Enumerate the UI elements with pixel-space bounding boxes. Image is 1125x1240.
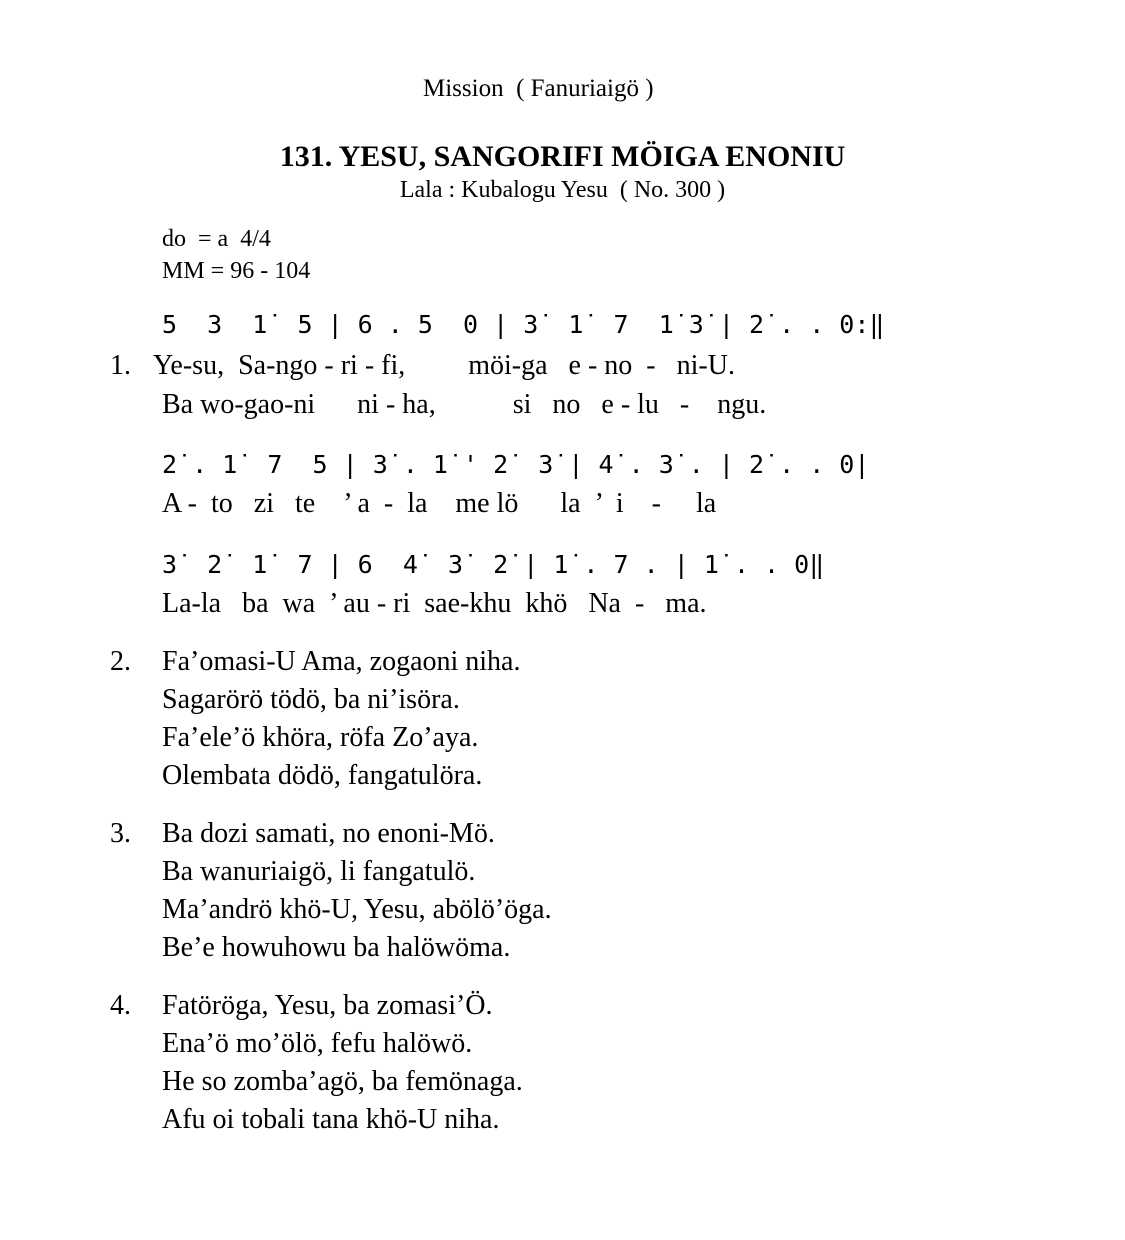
stanza-number-3: 3. [110, 818, 131, 849]
notation-line-2: 2̇ . 1̇ 7 5 | 3̇ . 1̇ ' 2̇ 3̇ | 4̇ . 3̇ . | 2̇ . . 0| [162, 450, 870, 479]
lyric-line-4: La-la ba wa ’ au - ri sae-khu khö Na - ma. [162, 588, 707, 619]
notation-line-1: 5 3 1̇ 5 | 6 . 5 0 | 3̇ 1̇ 7 1̇ 3̇ | 2̇ . . 0:‖ [162, 310, 885, 339]
tempo-marking: MM = 96 - 104 [162, 258, 311, 284]
lyric-line-1: Ye-su, Sa-ngo - ri - fi, möi-ga e - no - ni-U. [153, 350, 735, 381]
stanza-number-2: 2. [110, 646, 131, 677]
stanza-3-line-3: Ma’andrö khö-U, Yesu, abölö’öga. [162, 894, 552, 925]
tune-reference: Lala : Kubalogu Yesu ( No. 300 ) [399, 177, 726, 203]
notation-line-3: 3̇ 2̇ 1̇ 7 | 6 4̇ 3̇ 2̇ | 1̇ . 7 . | 1̇ . . 0‖ [162, 550, 825, 579]
stanza-2-line-3: Fa’ele’ö khöra, röfa Zo’aya. [162, 722, 479, 753]
hymn-title: 131. YESU, SANGORIFI MÖIGA ENONIU [279, 140, 846, 173]
stanza-number-4: 4. [110, 990, 131, 1021]
stanza-3-line-4: Be’e howuhowu ba halöwöma. [162, 932, 511, 963]
key-signature: do = a 4/4 [162, 226, 271, 252]
stanza-3-line-1: Ba dozi samati, no enoni-Mö. [162, 818, 495, 849]
stanza-4-line-1: Fatöröga, Yesu, ba zomasi’Ö. [162, 990, 493, 1021]
stanza-4-line-4: Afu oi tobali tana khö-U niha. [162, 1104, 500, 1135]
stanza-2-line-4: Olembata dödö, fangatulöra. [162, 760, 483, 791]
lyric-line-3: A - to zi te ’ a - la me lö la ’ i - la [162, 488, 717, 519]
lyric-line-2: Ba wo-gao-ni ni - ha, si no e - lu - ngu. [162, 389, 767, 420]
verse-number-1: 1. [110, 350, 131, 381]
stanza-2-line-2: Sagarörö tödö, ba ni’isöra. [162, 684, 460, 715]
stanza-4-line-3: He so zomba’agö, ba femönaga. [162, 1066, 523, 1097]
section-heading: Mission ( Fanuriaigö ) [423, 75, 654, 102]
stanza-4-line-2: Ena’ö mo’ölö, fefu halöwö. [162, 1028, 473, 1059]
stanza-3-line-2: Ba wanuriaigö, li fangatulö. [162, 856, 476, 887]
stanza-2-line-1: Fa’omasi-U Ama, zogaoni niha. [162, 646, 521, 677]
